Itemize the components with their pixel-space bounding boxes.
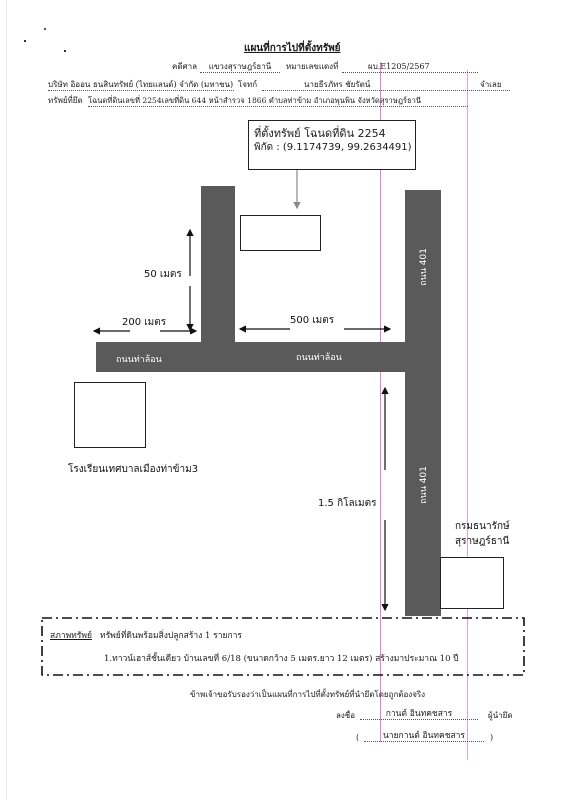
road-label-tha-lon-left: ถนนท่าล้อน	[116, 355, 162, 365]
signer-role: ผู้นำยึด	[488, 711, 513, 720]
case-no-label: หมายเลขแดงที่	[286, 62, 339, 71]
school-label: โรงเรียนเทศบาลเมืองท่าข้าม3	[68, 464, 199, 475]
plaintiff-value: บริษัท อิออน ธนสินทรัพย์ (ไทยแลนด์) จำกัด (มหาชน)	[48, 80, 234, 89]
road-label-401-top: ถนน 401	[419, 248, 429, 286]
distance-50m: 50 เมตร	[144, 269, 182, 280]
case-label: คดีศาล	[172, 62, 198, 71]
road-label-tha-lon-right: ถนนท่าล้อน	[296, 353, 342, 363]
signature: กานต์ อินทคชสาร	[360, 709, 478, 720]
defendant-role: จำเลย	[480, 80, 502, 89]
condition-desc: ทรัพย์ที่ดินพร้อมสิ่งปลูกสร้าง 1 รายการ	[100, 631, 242, 641]
callout-line-2: พิกัด : (9.1174739, 99.2634491)	[254, 142, 412, 153]
court-value: แขวงสุราษฎร์ธานี	[200, 62, 280, 73]
dept-label-line-2: สุราษฎร์ธานี	[455, 536, 510, 547]
plaintiff-role: โจทก์	[238, 80, 258, 89]
condition-label: สภาพทรัพย์	[50, 631, 92, 641]
name-paren-open: (	[356, 733, 360, 742]
callout-line-1: ที่ตั้งทรัพย์ โฉนดที่ดิน 2254	[254, 127, 386, 140]
defendant-value: นายธีรภัทร ชัยรัตน์	[262, 80, 510, 91]
property-label: ทรัพย์ที่ยึด	[48, 96, 83, 105]
case-no-value: ผบ.E1205/2567	[342, 62, 478, 73]
condition-frame	[42, 618, 524, 675]
name-paren-close: )	[490, 733, 494, 742]
distance-500m: 500 เมตร	[290, 315, 335, 326]
distance-1500m: 1.5 กิโลเมตร	[318, 498, 377, 509]
signer-name: นายกานต์ อินทคชสาร	[364, 731, 484, 742]
dept-label-line-1: กรมธนารักษ์	[455, 521, 510, 532]
page-title: แผนที่การไปที่ตั้งทรัพย์	[244, 43, 341, 54]
sign-label: ลงชื่อ	[336, 711, 356, 720]
property-desc: โฉนดที่ดินเลขที่ 2254เลขที่ดิน 644 หน้าสำรวจ 1866 ตำบลท่าข้าม อำเภอพุนพิน จังหวัดสุราษฎร์ธานี	[88, 96, 468, 107]
condition-item: 1.ทาวน์เฮาส์ชั้นเดียว บ้านเลขที่ 6/18 (ขนาดกว้าง 5 เมตร.ยาว 12 เมตร) สร้างมาประมาณ 10 ปี	[104, 654, 459, 664]
distance-200m: 200 เมตร	[122, 317, 167, 328]
road-label-401-bottom: ถนน 401	[419, 466, 429, 504]
certify-text: ข้าพเจ้าขอรับรองว่าเป็นแผนที่การไปที่ตั้งทรัพย์ที่นำยึดโดยถูกต้องจริง	[190, 690, 426, 699]
